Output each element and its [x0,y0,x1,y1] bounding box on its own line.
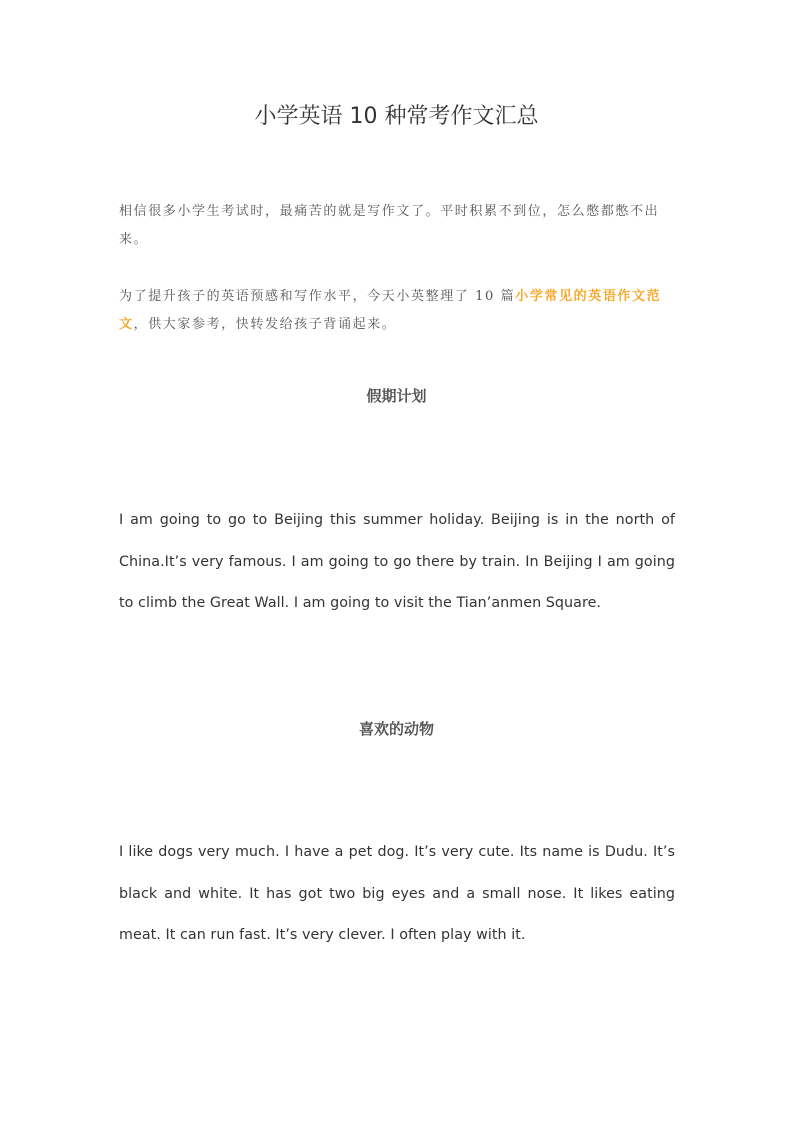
intro-paragraph-1: 相信很多小学生考试时，最痛苦的就是写作文了。平时积累不到位，怎么憋都憋不出来。 [119,204,660,247]
intro-text-after: ，供大家参考，快转发给孩子背诵起来。 [133,317,397,332]
highlighted-phrase: 小学常见的英语作文范文 [119,289,662,332]
intro-text-before: 为了提升孩子的英语预感和写作水平，今天小英整理了 10 篇 [119,289,516,304]
section-body-favorite-animal: I like dogs very much. I have a pet dog. It’s very cute. Its name is Dudu. It’s black and white. It has got two big eyes and a small nose. It likes eating meat. It can run fast. It’s very clever. I often play with it. [119,844,675,943]
section-body-holiday-plan: I am going to go to Beijing this summer holiday. Beijing is in the north of China.It’s very famous. I am going to go there by train. In Beijing I am going to climb the Great Wall. I am going to visit the Tian’anmen Square. [119,512,675,611]
intro-paragraph-2 [119,283,674,339]
document-title: 小学英语 10 种常考作文汇总 [254,104,539,129]
section-heading-favorite-animal: 喜欢的动物 [358,720,434,738]
section-heading-holiday-plan: 假期计划 [366,387,427,405]
